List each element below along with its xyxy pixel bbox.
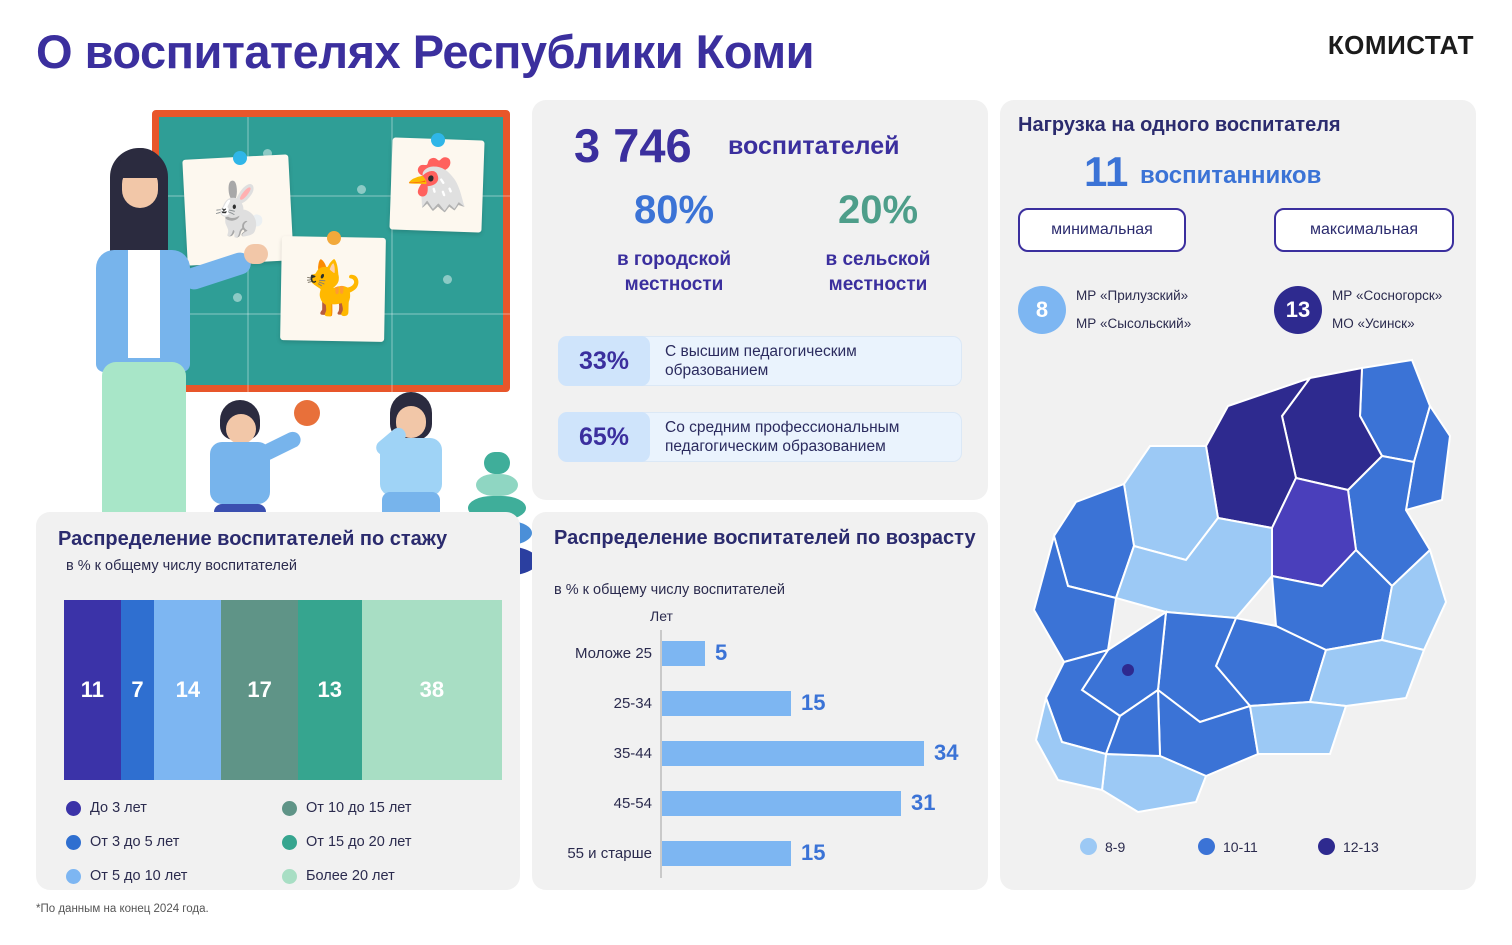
age-bar	[662, 791, 901, 816]
education-row-higher	[558, 336, 962, 386]
rural-percent: 20%	[837, 188, 919, 232]
rural-caption-line1: в сельской	[825, 249, 931, 270]
ball-icon	[294, 400, 320, 426]
age-category-label: Моложе 25	[575, 644, 652, 662]
min-municipality-1: МР «Прилузский»	[1076, 288, 1189, 303]
tenure-chart-panel	[36, 512, 520, 890]
age-category-label: 55 и старше	[567, 844, 652, 862]
workload-number-label: воспитанников	[1140, 162, 1322, 189]
age-bar	[662, 841, 791, 866]
map-legend-label-2: 10-11	[1223, 838, 1258, 855]
age-chart-title: Распределение воспитателей по возрасту	[554, 527, 976, 549]
age-category-label: 45-54	[613, 794, 652, 812]
rural-percent-caption	[778, 248, 978, 297]
tenure-legend-label: От 3 до 5 лет	[90, 834, 180, 850]
board-dot	[357, 185, 366, 194]
age-bar	[662, 691, 791, 716]
map-region	[1250, 702, 1346, 754]
age-bar	[662, 641, 705, 666]
pin-icon	[431, 133, 445, 147]
tenure-segment: 17	[221, 600, 297, 780]
brand-logo: КОМИСТАТ	[1327, 30, 1474, 60]
tenure-legend-label: От 10 до 15 лет	[306, 800, 412, 816]
legend-dot-icon	[1318, 838, 1335, 855]
legend-dot-icon	[282, 835, 297, 850]
age-bar-row	[532, 686, 988, 720]
tenure-legend-label: Более 20 лет	[306, 868, 395, 884]
picture-card-rabbit: 🐇	[182, 154, 293, 265]
legend-dot-icon	[66, 835, 81, 850]
max-municipality-1: МР «Сосногорск»	[1332, 288, 1443, 303]
tenure-legend-label: От 5 до 10 лет	[90, 868, 188, 884]
age-bar	[662, 741, 924, 766]
legend-dot-icon	[282, 869, 297, 884]
map-legend-item-2	[1198, 838, 1258, 855]
tenure-legend-item	[282, 868, 395, 884]
age-category-label: 25-34	[613, 694, 652, 712]
education-text-secondary: Со средним профессиональным педагогическим образованием	[632, 412, 962, 462]
tenure-legend-item	[282, 834, 412, 850]
min-load-chip: минимальная	[1018, 208, 1186, 252]
min-load-value: 8	[1018, 286, 1066, 334]
map-legend-label-1: 8-9	[1105, 838, 1126, 855]
page-header	[0, 0, 1512, 96]
map-svg	[1010, 350, 1466, 820]
max-load-chip: максимальная	[1274, 208, 1454, 252]
tenure-segment: 13	[298, 600, 362, 780]
map-legend-item-3	[1318, 838, 1379, 855]
picture-card-hen: 🐔	[389, 137, 484, 232]
urban-caption-line2: местности	[624, 273, 724, 295]
tenure-legend-item	[66, 868, 187, 884]
legend-dot-icon	[66, 801, 81, 816]
tenure-legend-item	[66, 800, 147, 816]
tenure-legend	[66, 800, 496, 886]
education-value-secondary: 65%	[558, 412, 650, 462]
age-chart-subtitle: в % к общему числу воспитателей	[554, 582, 785, 598]
picture-card-cat: 🐈	[280, 236, 386, 342]
tenure-stacked-bar	[64, 600, 502, 780]
age-bar-row	[532, 736, 988, 770]
total-educators-number: 3 746	[574, 119, 692, 172]
min-municipality-2: МР «Сысольский»	[1076, 316, 1192, 331]
tenure-segment: 38	[362, 600, 502, 780]
max-municipality-2: МО «Усинск»	[1332, 316, 1415, 331]
age-category-label: 35-44	[613, 744, 652, 762]
age-chart-panel	[532, 512, 988, 890]
urban-percent: 80%	[633, 188, 715, 232]
tenure-chart-subtitle: в % к общему числу воспитателей	[66, 558, 297, 574]
board-dot	[233, 293, 242, 302]
tenure-segment: 7	[121, 600, 155, 780]
education-row-secondary	[558, 412, 962, 462]
total-educators-label: воспитателей	[728, 132, 900, 160]
map-region	[1310, 640, 1424, 706]
age-bar-value: 15	[801, 690, 826, 715]
age-bar-value: 5	[715, 640, 728, 665]
map-legend-item-1	[1080, 838, 1125, 855]
age-bar-value: 15	[801, 840, 826, 865]
tenure-legend-item	[66, 834, 179, 850]
legend-dot-icon	[1080, 838, 1097, 855]
max-load-value: 13	[1274, 286, 1322, 334]
map-legend	[1080, 838, 1460, 864]
teacher-body	[88, 250, 206, 550]
workload-number: 11	[1084, 148, 1129, 195]
tenure-legend-label: От 15 до 20 лет	[306, 834, 412, 850]
age-bars	[532, 630, 988, 880]
education-text-higher: С высшим педагогическим образованием	[632, 336, 962, 386]
board-dot	[443, 275, 452, 284]
age-bar-row	[532, 836, 988, 870]
page-title: О воспитателях Республики Коми	[36, 25, 815, 78]
footnote: *По данным на конец 2024 года.	[36, 903, 209, 915]
pin-icon	[233, 151, 247, 165]
legend-dot-icon	[282, 801, 297, 816]
age-bar-value: 34	[934, 740, 959, 765]
age-bar-row	[532, 636, 988, 670]
pin-icon	[327, 231, 341, 245]
tenure-chart-title: Распределение воспитателей по стажу	[58, 528, 448, 550]
tenure-legend-item	[282, 800, 412, 816]
age-bar-row	[532, 786, 988, 820]
rural-caption-line2: местности	[828, 273, 928, 295]
age-axis-title: Лет	[650, 608, 673, 624]
education-value-higher: 33%	[558, 336, 650, 386]
tenure-legend-label: До 3 лет	[90, 800, 147, 816]
tenure-segment: 11	[64, 600, 121, 780]
urban-caption-line1: в городской	[616, 249, 732, 270]
capital-marker	[1122, 664, 1134, 676]
legend-dot-icon	[1198, 838, 1215, 855]
age-bar-value: 31	[911, 790, 936, 815]
komi-republic-map	[1010, 350, 1466, 820]
workload-panel	[1000, 100, 1476, 890]
urban-percent-caption	[574, 248, 774, 297]
map-legend-label-3: 12-13	[1343, 838, 1379, 855]
illustration-panel	[36, 100, 520, 500]
tenure-segment: 14	[154, 600, 221, 780]
legend-dot-icon	[66, 869, 81, 884]
stats-panel	[532, 100, 988, 500]
workload-title: Нагрузка на одного воспитателя	[1018, 114, 1341, 136]
